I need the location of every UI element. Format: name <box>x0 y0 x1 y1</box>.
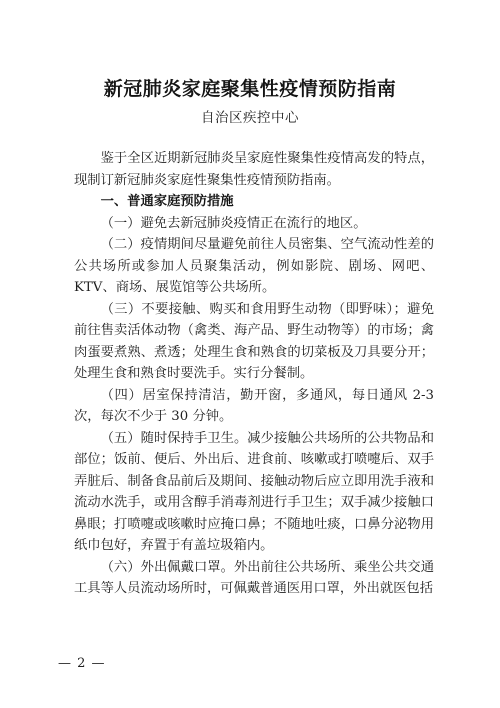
document-body <box>74 148 434 600</box>
list-item: （二）疫情期间尽量避免前往人员密集、空气流动性差的公共场所或参加人员聚集活动，例如影院、剧场、网吧、KTV、商场、展览馆等公共场所。 <box>74 237 434 295</box>
document-title: 新冠肺炎家庭聚集性疫情预防指南 <box>103 78 397 100</box>
intro-paragraph: 鉴于全区近期新冠肺炎呈家庭性聚集性疫情高发的特点，现制订新冠肺炎家庭性聚集性疫情预防指南。 <box>74 151 434 188</box>
list-item: （四）居室保持清洁，勤开窗，多通风，每日通风 2-3 次，每次不少于 30 分钟。 <box>74 387 434 424</box>
list-item: （三）不要接触、购买和食用野生动物（即野味）；避免前往售卖活体动物（禽类、海产品、野生动物等）的市场；禽肉蛋要煮熟、煮透；处理生食和熟食的切菜板及刀具要分开；处理生食和熟食时要洗手。实行分餐制。 <box>74 301 434 381</box>
section-heading: 一、普通家庭预防措施 <box>100 194 234 209</box>
list-item: （六）外出佩戴口罩。外出前往公共场所、乘坐公共交通工具等人员流动场所时，可佩戴普通医用口罩，外出就医包括 <box>74 559 434 596</box>
list-item: （一）避免去新冠肺炎疫情正在流行的地区。 <box>100 215 367 231</box>
issuer-line: 自治区疾控中心 <box>201 110 299 126</box>
list-item: （五）随时保持手卫生。减少接触公共场所的公共物品和部位；饭前、便后、外出后、进食前、咳嗽或打喷嚏后、双手弄脏后、制备食品前后及期间、接触动物后应立即用洗手液和流动水洗手，或用含醇手消毒剂进行手卫生；双手减少接触口鼻眼；打喷嚏或咳嗽时应掩口鼻；不随地吐痰，口鼻分泌物用纸巾包好，弃置于有盖垃圾箱内。 <box>74 430 434 553</box>
page-number: — 2 — <box>58 656 106 671</box>
